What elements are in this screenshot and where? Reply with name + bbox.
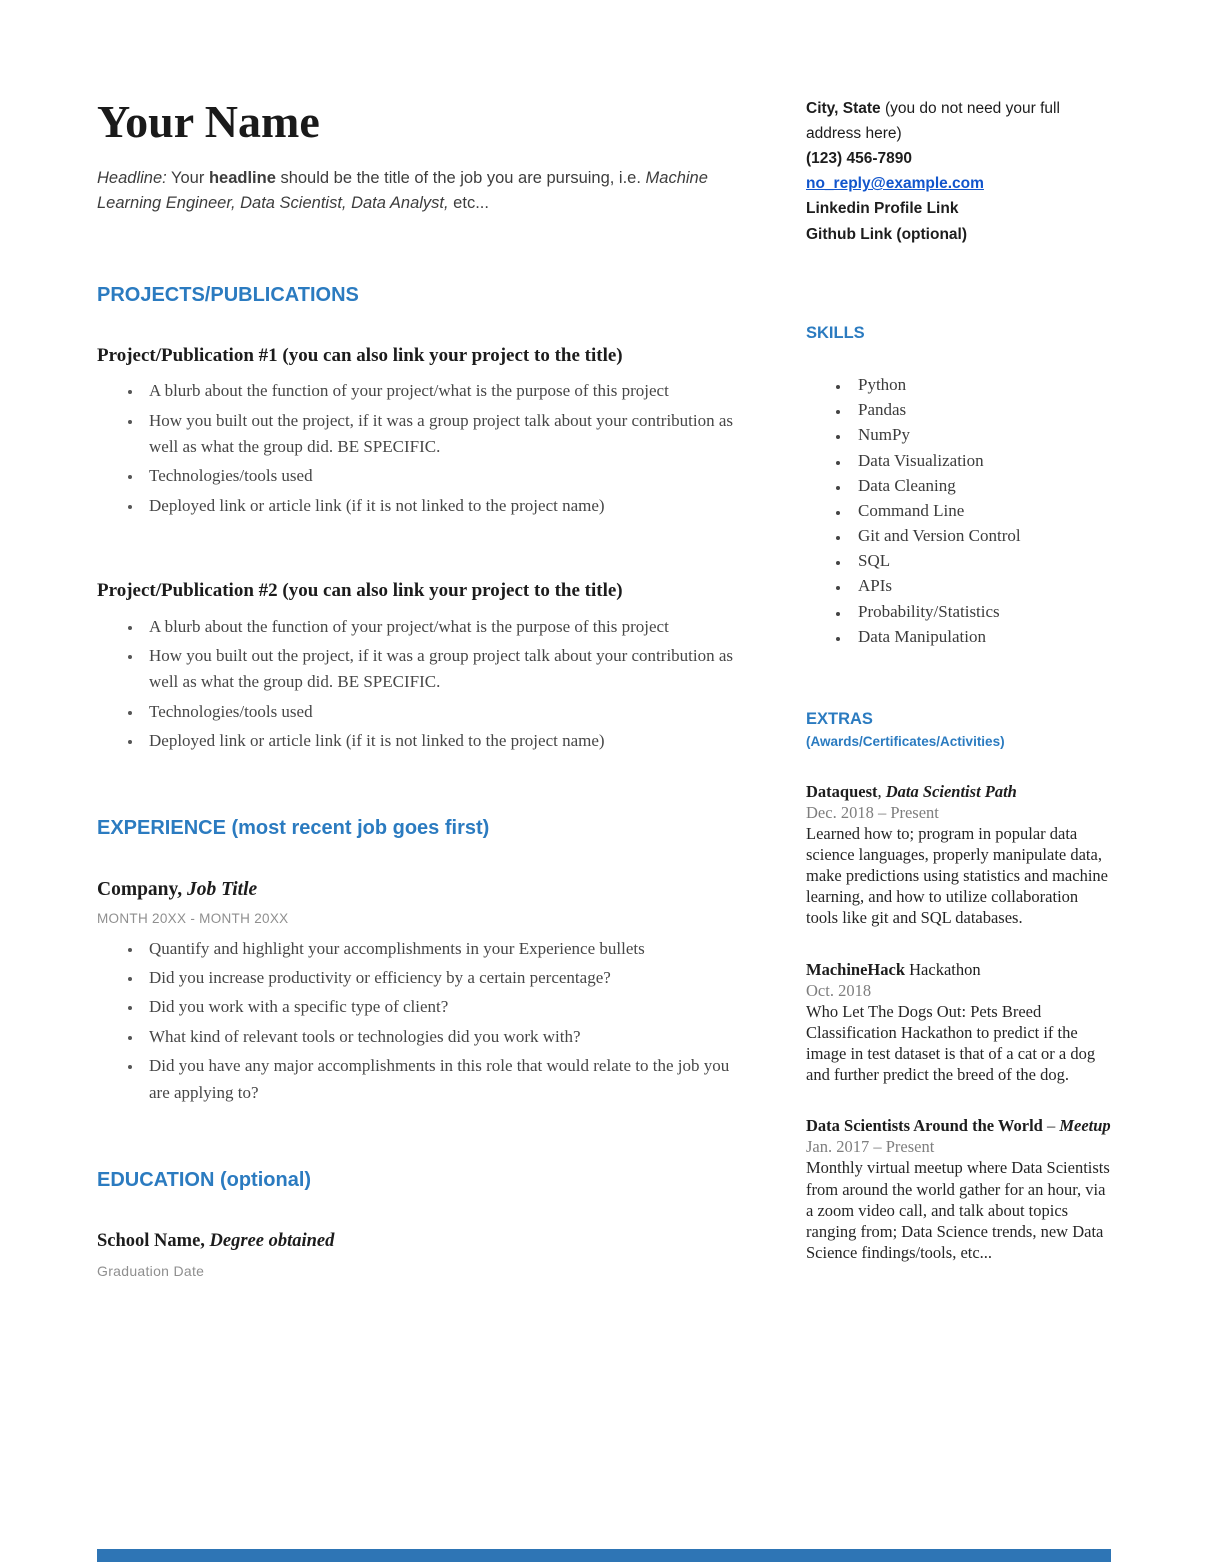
- name-heading: Your Name: [97, 96, 320, 147]
- extras-entry-description: Monthly virtual meetup where Data Scientists from around the world gather for an hour, via a zoom video call, and talk about topics ranging from; Data Science trends, new Data Science findings/tools, etc...: [806, 1158, 1110, 1262]
- section-projects-heading: PROJECTS/PUBLICATIONS: [97, 283, 359, 306]
- headline-bold-word: headline: [208, 168, 276, 187]
- extras-title-bold: Data Scientists Around the World: [806, 1116, 1043, 1136]
- city-note: (you do not need your full address here): [806, 100, 1060, 143]
- skill-item: • Command Line: [850, 498, 1111, 523]
- section-experience-heading: EXPERIENCE (most recent job goes first): [97, 817, 490, 840]
- skill-item: • Git and Version Control: [850, 523, 1111, 548]
- bullet-item: • A blurb about the function of your project/what is the purpose of this project: [143, 614, 749, 640]
- skill-item: • Pandas: [850, 397, 1111, 422]
- bullet-item: • Deployed link or article link (if it is not linked to the project name): [143, 728, 749, 754]
- headline-paragraph: [97, 166, 749, 217]
- contact-city-line: [806, 96, 1111, 146]
- bullet-item: • How you built out the project, if it was a group project talk about your contribution as well as what the group did. BE SPECIFIC.: [143, 408, 749, 461]
- headline-text: should be the title of the job you are pursuing, i.e.: [275, 168, 646, 187]
- project-1-title: Project/Publication #1 (you can also link your project to the title): [97, 344, 623, 366]
- contact-github: Github Link (optional): [806, 225, 967, 243]
- extras-entry-description: Learned how to; program in popular data science languages, properly manipulate data, make predictions using statistics and machine learning, and how to utilize collaboration tools like git and SQL databases.: [806, 824, 1108, 928]
- main-column: [97, 96, 749, 1279]
- sidebar-column: [806, 96, 1111, 1279]
- contact-linkedin: Linkedin Profile Link: [806, 200, 959, 218]
- skill-item: • Python: [850, 372, 1111, 397]
- email-link[interactable]: no_reply@example.com: [806, 175, 984, 193]
- extras-title-italic: Data Scientist Path: [885, 781, 1017, 801]
- degree-obtained: Degree obtained: [204, 1230, 335, 1251]
- project-2-bullets: [97, 614, 749, 755]
- project-1-bullets: [97, 378, 749, 519]
- extras-entry-description: Who Let The Dogs Out: Pets Breed Classification Hackathon to predict if the image in test dataset is that of a cat or a dog and further predict the breed of the dog.: [806, 1001, 1096, 1085]
- contact-block: [806, 96, 1111, 247]
- extras-entry-title: [806, 959, 1111, 980]
- extras-entry-title: [806, 1115, 1111, 1136]
- section-skills-heading: SKILLS: [806, 323, 865, 342]
- experience-bullets: [97, 936, 749, 1106]
- extras-entry-title: [806, 781, 1111, 802]
- skill-item: • APIs: [850, 573, 1111, 598]
- skill-item: • Data Cleaning: [850, 473, 1111, 498]
- bullet-item: • Did you work with a specific type of client?: [143, 994, 749, 1020]
- extras-title-sep: ,: [877, 781, 886, 801]
- bullet-item: • A blurb about the function of your project/what is the purpose of this project: [143, 378, 749, 404]
- extras-entry-dataquest: [806, 781, 1111, 929]
- extras-entry-dates: Dec. 2018 – Present: [806, 802, 939, 822]
- skill-item: • Data Visualization: [850, 448, 1111, 473]
- education-school-title: [97, 1229, 749, 1253]
- bullet-item: • Technologies/tools used: [143, 699, 749, 725]
- bullet-item: • What kind of relevant tools or technologies did you work with?: [143, 1024, 749, 1050]
- experience-dates: MONTH 20XX - MONTH 20XX: [97, 910, 289, 926]
- extras-title-bold: Dataquest: [806, 781, 878, 801]
- extras-entry-meetup: [806, 1115, 1111, 1263]
- skill-item: • NumPy: [850, 422, 1111, 447]
- section-extras-heading: EXTRAS: [806, 709, 873, 728]
- company-name: Company,: [97, 879, 183, 901]
- bullet-item: • Deployed link or article link (if it is not linked to the project name): [143, 493, 749, 519]
- experience-company-title: [97, 877, 749, 902]
- bullet-item: • Did you have any major accomplishments in this role that would relate to the job you are applying to?: [143, 1053, 749, 1106]
- section-education-heading: EDUCATION (optional): [97, 1168, 312, 1191]
- skill-item: • SQL: [850, 548, 1111, 573]
- bullet-item: • Did you increase productivity or efficiency by a certain percentage?: [143, 965, 749, 991]
- extras-entry-dates: Oct. 2018: [806, 980, 872, 1000]
- project-2-title: Project/Publication #2 (you can also link your project to the title): [97, 580, 623, 602]
- graduation-date: Graduation Date: [97, 1262, 205, 1279]
- extras-subtitle: (Awards/Certificates/Activities): [806, 734, 1005, 750]
- bullet-item: • Quantify and highlight your accomplishments in your Experience bullets: [143, 936, 749, 962]
- contact-phone: (123) 456-7890: [806, 150, 912, 168]
- two-column-layout: [97, 96, 1111, 1279]
- city-state: City, State: [806, 100, 881, 117]
- job-title: Job Title: [182, 879, 258, 901]
- headline-text: Your: [166, 168, 209, 187]
- extras-title-italic: Meetup: [1059, 1116, 1111, 1136]
- headline-italic-examples: Machine Learning Engineer, Data Scientist, Data Analyst,: [97, 168, 708, 213]
- bullet-item: • How you built out the project, if it was a group project talk about your contribution as well as what the group did. BE SPECIFIC.: [143, 643, 749, 696]
- contact-email-line: [806, 171, 1111, 196]
- extras-entry-machinehack: [806, 959, 1111, 1086]
- headline-text: etc...: [448, 194, 489, 213]
- extras-title-sep: –: [1042, 1116, 1060, 1136]
- extras-entry-dates: Jan. 2017 – Present: [806, 1137, 935, 1157]
- skill-item: • Data Manipulation: [850, 624, 1111, 649]
- skill-item: • Probability/Statistics: [850, 599, 1111, 624]
- extras-title-bold: MachineHack: [806, 959, 905, 979]
- extras-title-plain: Hackathon: [909, 959, 981, 979]
- school-name: School Name,: [97, 1230, 205, 1251]
- skills-list: [806, 372, 1111, 649]
- headline-label: Headline:: [97, 168, 167, 187]
- bullet-item: • Technologies/tools used: [143, 463, 749, 489]
- page-bottom-bar: [97, 1549, 1111, 1562]
